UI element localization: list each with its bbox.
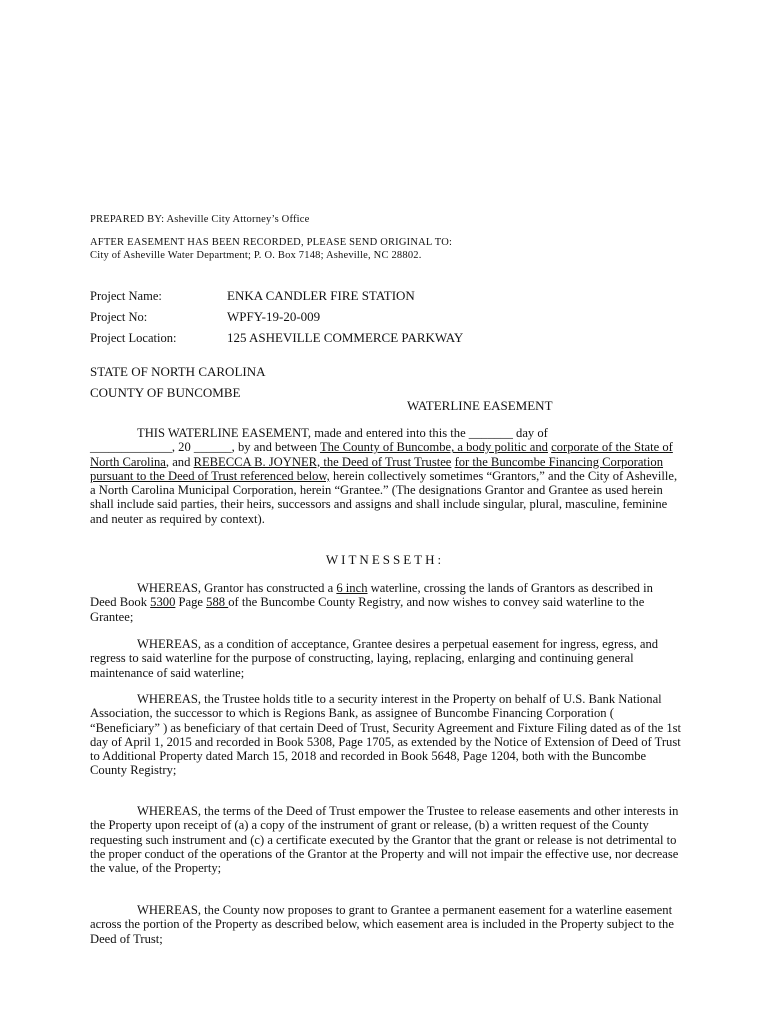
intro-text-3: , and <box>165 454 194 469</box>
whereas1-b: waterline, crossing the lands of Grantors as described in Deed Book <box>90 581 653 610</box>
whereas-trustee <box>90 692 682 778</box>
whereas-county-grant <box>90 903 682 946</box>
return-address: City of Asheville Water Department; P. O. Box 7148; Asheville, NC 28802. <box>90 250 422 261</box>
intro-paragraph <box>90 426 682 526</box>
party-county-a: The County of Buncombe, a body politic and <box>319 440 548 455</box>
whereas1-a: WHEREAS, Grantor has constructed a <box>137 581 337 595</box>
intro-text-1: THIS WATERLINE EASEMENT, made and entered into this the _______ day of <box>137 426 548 440</box>
whereas4-text: WHEREAS, the terms of the Deed of Trust empower the Trustee to release easements and other interests in the Property upon receipt of (a) a copy of the instrument of grant or release, (b) a written request of the County requesting such instrument and (c) a certificate executed by the Grantor that the grant or release is not detrimental to the proper conduct of the operations of the Grantor at the Property and will not impair the effective use, nor decrease the value, of the Property; <box>90 804 679 876</box>
whereas-deed-terms <box>90 804 682 875</box>
whereas2-text: WHEREAS, as a condition of acceptance, Grantee desires a perpetual easement for ingress, egress, and regress to said waterline for the purpose of constructing, laying, replacing, enlarging and continuing general maintenance of said waterline; <box>90 637 659 680</box>
after-recorded-notice: AFTER EASEMENT HAS BEEN RECORDED, PLEASE SEND ORIGINAL TO: <box>90 237 453 248</box>
document-title: WATERLINE EASEMENT <box>407 398 553 413</box>
witnesseth-heading: WITNESSETH: <box>325 552 445 567</box>
whereas1-d: of the Buncombe County Registry, and now wishes to convey said waterline to the Grantee; <box>90 595 645 624</box>
party-county-b: corporate of the State of North Carolina <box>90 440 673 469</box>
whereas3-text: WHEREAS, the Trustee holds title to a security interest in the Property on behalf of U.S. Bank National Association, the successor to which is Regions Bank, as assignee of Buncombe Financing Corporation ( “Beneficiary” ) as beneficiary of that certain Deed of Trust, Security Agreement and Fixture Filing dated as of the 1st day of April 1, 2015 and recorded in Book 5308, Page 1705, as extended by the Notice of Extension of Deed of Trust to Additional Property dated March 15, 2018 and recorded in Book 5648, Page 1204, both with the Buncombe County Registry; <box>90 692 682 778</box>
project-location-value: 125 ASHEVILLE COMMERCE PARKWAY <box>227 330 464 345</box>
whereas5-text: WHEREAS, the County now proposes to grant to Grantee a permanent easement for a waterline easement across the portion of the Property as described below, which easement area is included in the Property subject to the Deed of Trust; <box>90 903 674 946</box>
project-no-label: Project No: <box>90 310 148 324</box>
deed-page: 588 <box>206 595 229 610</box>
intro-text-4: herein collectively sometimes “Grantors,” and the City of Asheville, a North Carolina Municipal Corporation, herein “Grantee.” (The designations Grantor and Grantee as used herein shall include said parties, their heirs, successors and assigns and shall include singular, plural, masculine, feminine and neuter as required by context). <box>90 468 678 526</box>
project-no-value: WPFY-19-20-009 <box>227 309 321 324</box>
project-name-value: ENKA CANDLER FIRE STATION <box>227 288 415 303</box>
prepared-by: PREPARED BY: Asheville City Attorney’s Office <box>90 214 310 225</box>
intro-text-2: _____________, 20 ______, by and between <box>90 440 320 455</box>
deed-book: 5300 <box>150 595 176 610</box>
state-heading: STATE OF NORTH CAROLINA <box>90 364 266 379</box>
whereas1-c: Page <box>175 595 207 610</box>
party-trustee-a: REBECCA B. JOYNER, the Deed of Trust Trustee <box>193 454 452 469</box>
waterline-size: 6 inch <box>336 581 368 595</box>
party-trustee-b: for the Buncombe Financing Corporation pursuant to the Deed of Trust referenced below, <box>90 454 664 483</box>
whereas-acceptance <box>90 637 682 680</box>
county-heading: COUNTY OF BUNCOMBE <box>90 385 241 400</box>
whereas-waterline <box>90 581 682 624</box>
project-location-label: Project Location: <box>90 331 177 345</box>
project-name-label: Project Name: <box>90 289 162 303</box>
